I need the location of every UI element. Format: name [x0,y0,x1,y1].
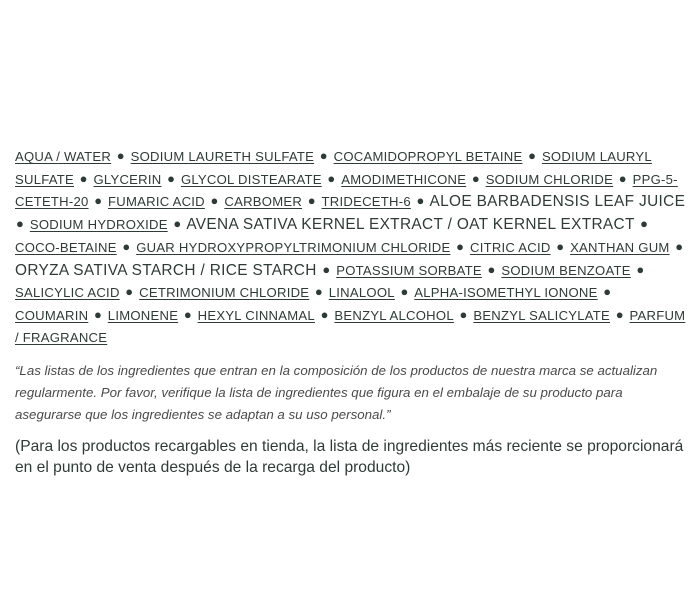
ingredient-link[interactable]: TRIDECETH-6 [321,194,411,210]
separator-bullet: ● [675,238,684,254]
ingredient-link[interactable]: BENZYL ALCOHOL [334,307,454,323]
ingredient-link[interactable]: SALICYLIC ACID [15,285,120,301]
ingredient-link[interactable]: SODIUM BENZOATE [501,262,631,278]
separator-bullet: ● [79,170,88,186]
ingredient-link[interactable]: HEXYL CINNAMAL [197,307,315,323]
separator-bullet: ● [210,193,219,209]
ingredient-list [15,145,690,348]
ingredient-link[interactable]: POTASSIUM SORBATE [336,262,482,278]
ingredient-link[interactable]: PARFUM / FRAGRANCE [15,307,686,345]
ingredients-panel [15,145,690,479]
separator-bullet: ● [556,238,565,254]
ingredient-link[interactable]: FUMARIC ACID [108,194,205,210]
separator-bullet: ● [618,170,627,186]
separator-bullet: ● [615,306,624,322]
separator-bullet: ● [603,284,612,300]
separator-bullet: ● [320,306,329,322]
separator-bullet: ● [93,306,103,322]
ingredient-text: ORYZA SATIVA STARCH / RICE STARCH [15,261,317,279]
ingredient-link[interactable]: ALPHA-ISOMETHYL IONONE [414,285,598,301]
separator-bullet: ● [487,261,496,277]
ingredient-link[interactable]: CITRIC ACID [469,239,551,255]
separator-bullet: ● [167,170,176,186]
ingredient-text: ALOE BARBADENSIS LEAF JUICE [429,193,686,211]
separator-bullet: ● [116,148,125,163]
separator-bullet: ● [307,193,316,209]
ingredient-link[interactable]: LINALOOL [328,285,395,301]
ingredient-link[interactable]: SODIUM LAURYL SULFATE [15,149,652,187]
separator-bullet: ● [122,238,131,254]
ingredient-link[interactable]: GUAR HYDROXYPROPYLTRIMONIUM CHLORIDE [136,239,451,255]
separator-bullet: ● [640,216,649,232]
separator-bullet: ● [636,261,645,277]
ingredient-link[interactable]: COUMARIN [15,307,89,323]
ingredient-link[interactable]: SODIUM HYDROXIDE [29,217,168,233]
ingredient-link[interactable]: CETRIMONIUM CHLORIDE [139,285,310,301]
ingredient-link[interactable]: BENZYL SALICYLATE [473,307,611,323]
separator-bullet: ● [319,148,328,163]
separator-bullet: ● [416,193,425,209]
ingredient-link[interactable]: GLYCERIN [93,171,162,187]
ingredient-link[interactable]: PPG-5-CETETH-20 [15,171,678,210]
ingredient-link[interactable]: SODIUM CHLORIDE [485,171,614,187]
ingredient-link[interactable]: COCO-BETAINE [15,239,117,255]
separator-bullet: ● [528,148,537,163]
ingredient-disclaimer: “Las listas de los ingredientes que entran en la composición de los productos de nuestra marca se actualizan regularmente. Por favor, verifique la lista de ingredientes que figura en el embalaje de su producto para asegurarse que los ingredientes se adaptan a su uso personal.” [15,363,658,422]
separator-bullet: ● [459,306,468,322]
ingredient-link[interactable]: COCAMIDOPROPYL BETAINE [333,149,523,164]
separator-bullet: ● [94,193,103,209]
ingredient-link[interactable]: GLYCOL DISTEARATE [180,171,322,187]
separator-bullet: ● [400,284,409,300]
separator-bullet: ● [16,216,25,232]
separator-bullet: ● [183,306,193,322]
ingredient-link[interactable]: CARBOMER [224,194,303,210]
ingredient-link[interactable]: AMODIMETHICONE [341,171,467,187]
ingredient-link[interactable]: SODIUM LAURETH SULFATE [130,149,315,164]
separator-bullet: ● [173,216,182,232]
ingredient-link[interactable]: AQUA / WATER [15,149,112,164]
separator-bullet: ● [314,284,324,300]
separator-bullet: ● [456,238,465,254]
refill-note: (Para los productos recargables en tienda, la lista de ingredientes más reciente se proporcionará en el punto de venta después de la recarga del producto) [15,437,684,477]
ingredient-text: AVENA SATIVA KERNEL EXTRACT / OAT KERNEL EXTRACT [186,216,635,234]
separator-bullet: ● [322,261,331,277]
separator-bullet: ● [327,170,336,186]
separator-bullet: ● [125,284,134,300]
separator-bullet: ● [471,170,481,186]
ingredient-link[interactable]: XANTHAN GUM [570,239,670,255]
ingredient-link[interactable]: LIMONENE [107,307,179,323]
